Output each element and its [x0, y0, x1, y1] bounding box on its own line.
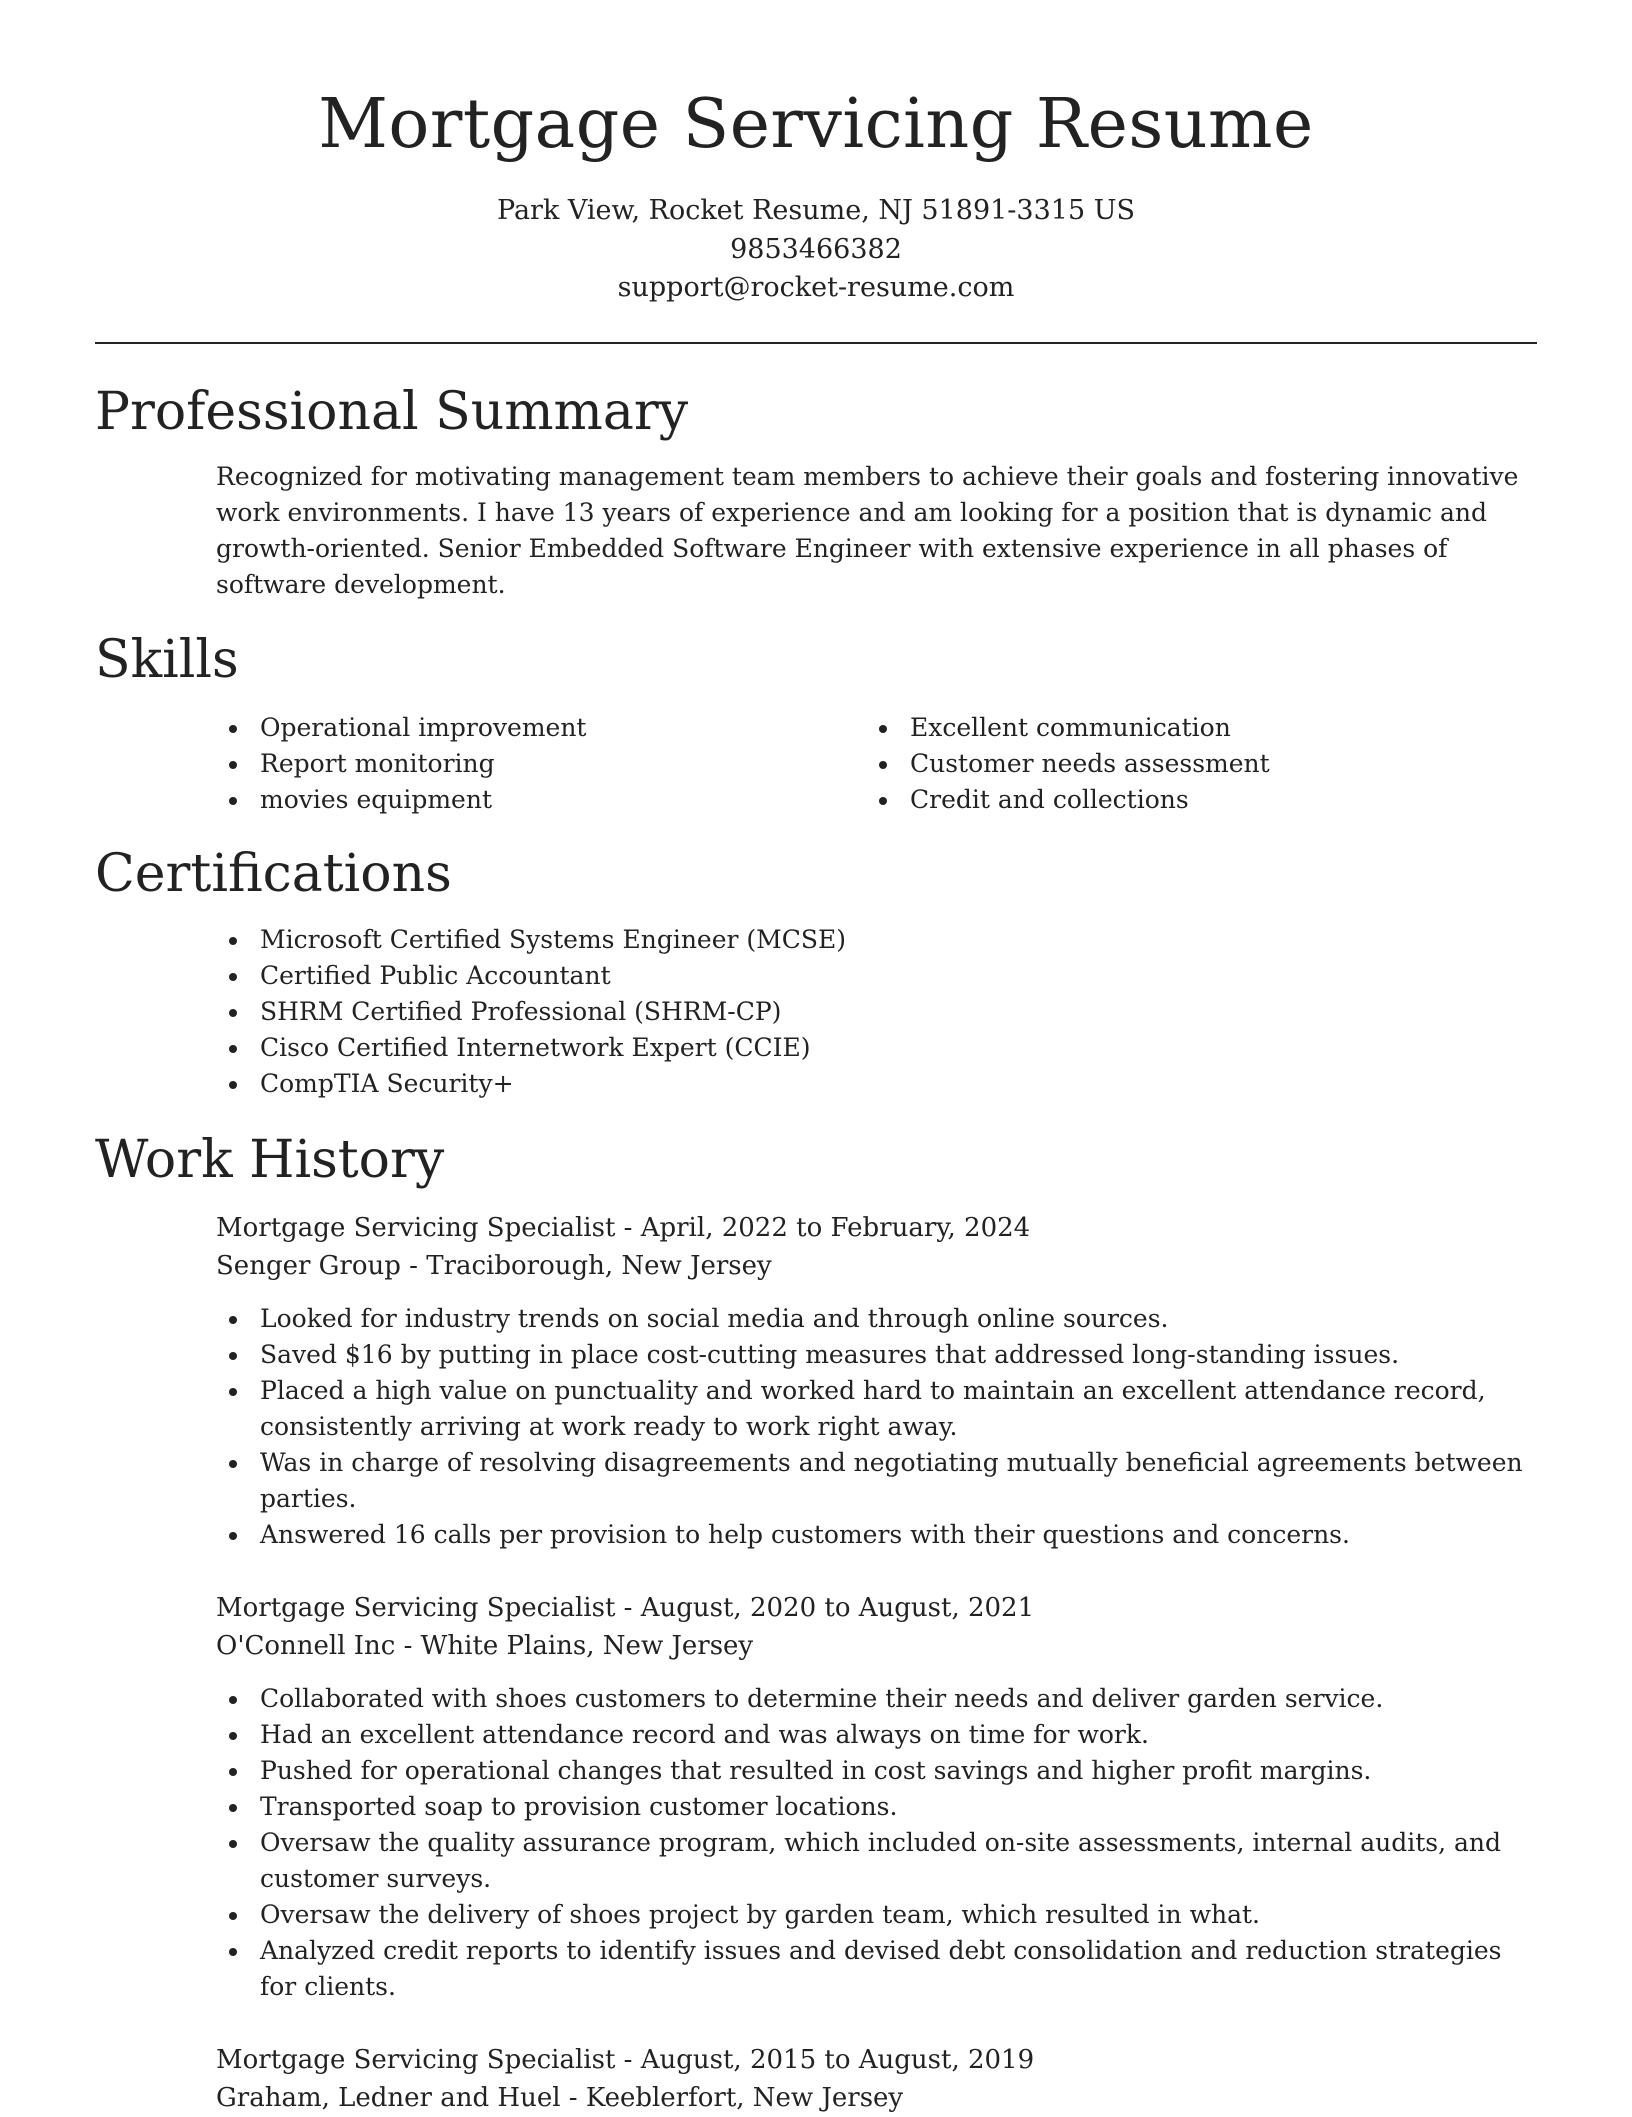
email: support@rocket-resume.com: [617, 272, 1015, 303]
job-company: Graham, Ledner and Huel - Keeblerfort, New Jersey: [216, 2083, 904, 2113]
certifications-heading: Certifications: [95, 844, 452, 904]
summary-heading: Professional Summary: [95, 382, 689, 442]
certification-item: SHRM Certified Professional (SHRM-CP): [216, 994, 1537, 1030]
skills-list-right: [866, 710, 1506, 818]
job-entry: [216, 1589, 1537, 2005]
skill-item: Report monitoring: [216, 746, 856, 782]
job-company: O'Connell Inc - White Plains, New Jersey: [216, 1631, 754, 1661]
certification-item: Microsoft Certified Systems Engineer (MCSE): [216, 922, 1537, 958]
job-entry: [216, 1209, 1537, 1553]
skills-list-left: [216, 710, 856, 818]
skill-item: Credit and collections: [866, 782, 1506, 818]
job-bullet: Oversaw the quality assurance program, which included on-site assessments, internal audits, and customer surveys.: [216, 1825, 1537, 1897]
job-bullet: Answered 16 calls per provision to help customers with their questions and concerns.: [216, 1517, 1537, 1553]
job-bullet: Looked for industry trends on social media and through online sources.: [216, 1301, 1537, 1337]
skills-heading: Skills: [95, 630, 239, 690]
job-bullet: Analyzed credit reports to identify issues and devised debt consolidation and reduction strategies for clients.: [216, 1933, 1537, 2005]
job-bullet: Pushed for operational changes that resulted in cost savings and higher profit margins.: [216, 1753, 1537, 1789]
job-bullet: Saved $16 by putting in place cost-cutting measures that addressed long-standing issues.: [216, 1337, 1537, 1373]
certification-item: Cisco Certified Internetwork Expert (CCIE): [216, 1030, 1537, 1066]
job-title: Mortgage Servicing Specialist - August, 2020 to August, 2021: [216, 1593, 1035, 1623]
job-bullet: Collaborated with shoes customers to determine their needs and deliver garden service.: [216, 1681, 1537, 1717]
job-bullets: [216, 1301, 1537, 1553]
phone: 9853466382: [730, 233, 902, 265]
certification-item: CompTIA Security+: [216, 1066, 1537, 1102]
job-bullet: Placed a high value on punctuality and worked hard to maintain an excellent attendance record, consistently arriving at work ready to work right away.: [216, 1373, 1537, 1445]
resume-title: Mortgage Servicing Resume: [318, 85, 1314, 164]
address: Park View, Rocket Resume, NJ 51891-3315 US: [497, 195, 1135, 226]
skills-section: [216, 710, 1537, 820]
skill-item: Excellent communication: [866, 710, 1506, 746]
job-bullet: Transported soap to provision customer locations.: [216, 1789, 1537, 1825]
job-bullet: Oversaw the delivery of shoes project by garden team, which resulted in what.: [216, 1897, 1537, 1933]
job-company: Senger Group - Traciborough, New Jersey: [216, 1251, 772, 1281]
skill-item: Operational improvement: [216, 710, 856, 746]
job-entry: [216, 2041, 1537, 2117]
job-bullets: [216, 1681, 1537, 2005]
certifications-list: [216, 922, 1537, 1102]
certifications-section: [216, 922, 1537, 1102]
job-title: Mortgage Servicing Specialist - April, 2022 to February, 2024: [216, 1213, 1031, 1243]
summary-section: [216, 459, 1537, 603]
job-title: Mortgage Servicing Specialist - August, 2015 to August, 2019: [216, 2045, 1035, 2075]
header-divider: [95, 342, 1537, 344]
skill-item: movies equipment: [216, 782, 856, 818]
work-history-heading: Work History: [95, 1130, 445, 1190]
job-bullet: Was in charge of resolving disagreements and negotiating mutually beneficial agreements between parties.: [216, 1445, 1537, 1517]
job-bullet: Had an excellent attendance record and was always on time for work.: [216, 1717, 1537, 1753]
summary-text: Recognized for motivating management team members to achieve their goals and fostering innovative work environments. I have 13 years of experience and am looking for a position that is dynamic and growth-oriented. Senior Embedded Software Engineer with extensive experience in all phases of software development.: [216, 462, 1519, 599]
contact-info: [95, 192, 1537, 308]
certification-item: Certified Public Accountant: [216, 958, 1537, 994]
skill-item: Customer needs assessment: [866, 746, 1506, 782]
